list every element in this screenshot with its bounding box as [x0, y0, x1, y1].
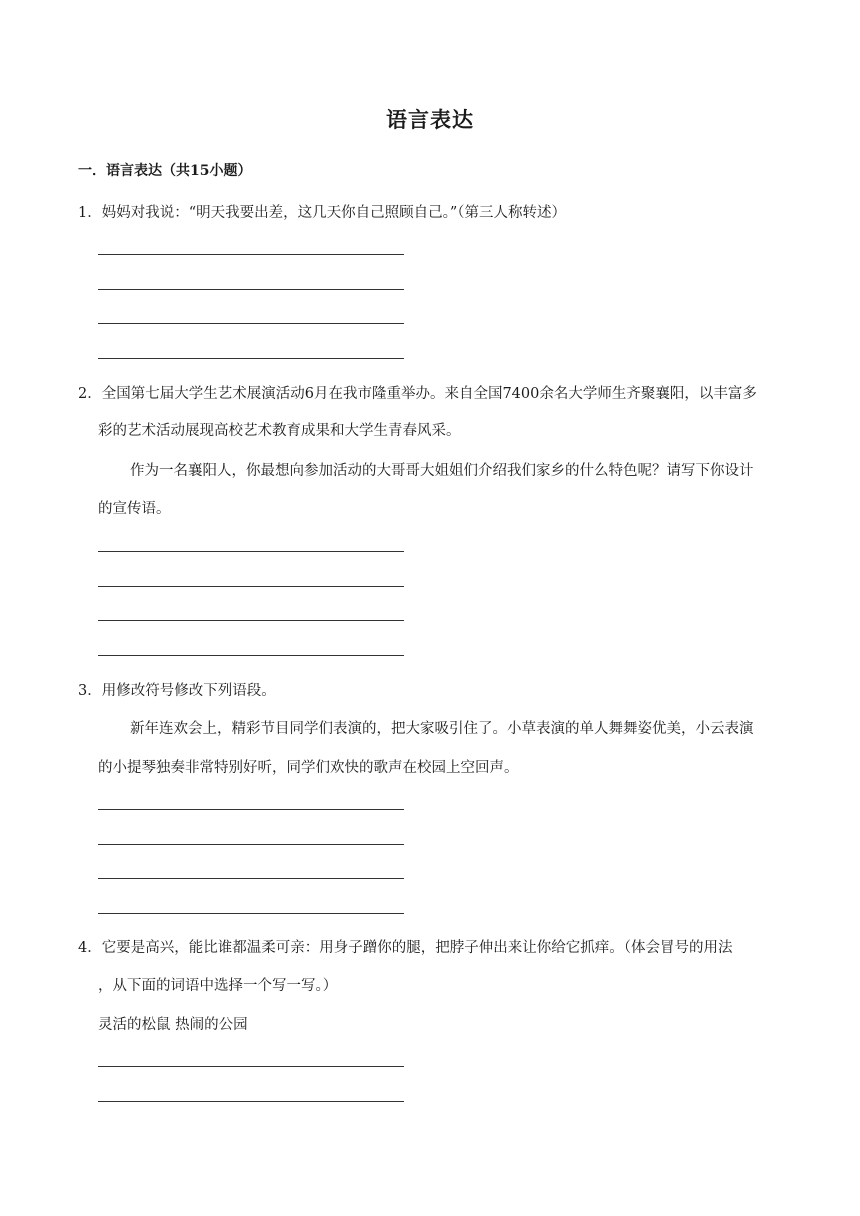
question-3-line-3: 的小提琴独奏非常特别好听，同学们欢快的歌声在校园上空回声。 [98, 760, 519, 776]
answer-line[interactable] [98, 844, 404, 845]
question-4-line-1: 4．它要是高兴，能比谁都温柔可亲：用身子蹭你的腿，把脖子伸出来让你给它抓痒。（体会冒号的用法 [78, 940, 733, 956]
answer-line[interactable] [98, 551, 404, 552]
answer-line[interactable] [98, 809, 404, 810]
answer-line[interactable] [98, 620, 404, 621]
question-4-line-3: 灵活的松鼠 热闹的公园 [98, 1017, 248, 1033]
question-2-line-4: 的宣传语。 [98, 501, 171, 517]
question-2-line-1: 2．全国第七届大学生艺术展演活动6月在我市隆重举办。来自全国7400余名大学师生齐聚襄阳，以丰富多 [78, 386, 757, 402]
answer-line[interactable] [98, 289, 404, 290]
question-2-line-2: 彩的艺术活动展现高校艺术教育成果和大学生青春风采。 [98, 423, 461, 439]
question-3-line-1: 3．用修改符号修改下列语段。 [78, 683, 276, 699]
answer-line[interactable] [98, 655, 404, 656]
answer-line[interactable] [98, 913, 404, 914]
question-2-line-3: 作为一名襄阳人，你最想向参加活动的大哥哥大姐姐们介绍我们家乡的什么特色呢？请写下你设计 [130, 463, 754, 479]
page-title: 语言表达 [386, 107, 474, 132]
question-4-line-2: ，从下面的词语中选择一个写一写。） [98, 978, 338, 994]
answer-line[interactable] [98, 254, 404, 255]
question-1-text: 1．妈妈对我说：“明天我要出差，这几天你自己照顾自己。”（第三人称转述） [78, 205, 567, 221]
answer-line[interactable] [98, 1066, 404, 1067]
answer-line[interactable] [98, 1101, 404, 1102]
answer-line[interactable] [98, 323, 404, 324]
answer-line[interactable] [98, 586, 404, 587]
question-3-line-2: 新年连欢会上，精彩节目同学们表演的，把大家吸引住了。小草表演的单人舞舞姿优美，小云表演 [130, 721, 754, 737]
answer-line[interactable] [98, 358, 404, 359]
section-heading: 一．语言表达（共15小题） [78, 163, 252, 179]
answer-line[interactable] [98, 878, 404, 879]
